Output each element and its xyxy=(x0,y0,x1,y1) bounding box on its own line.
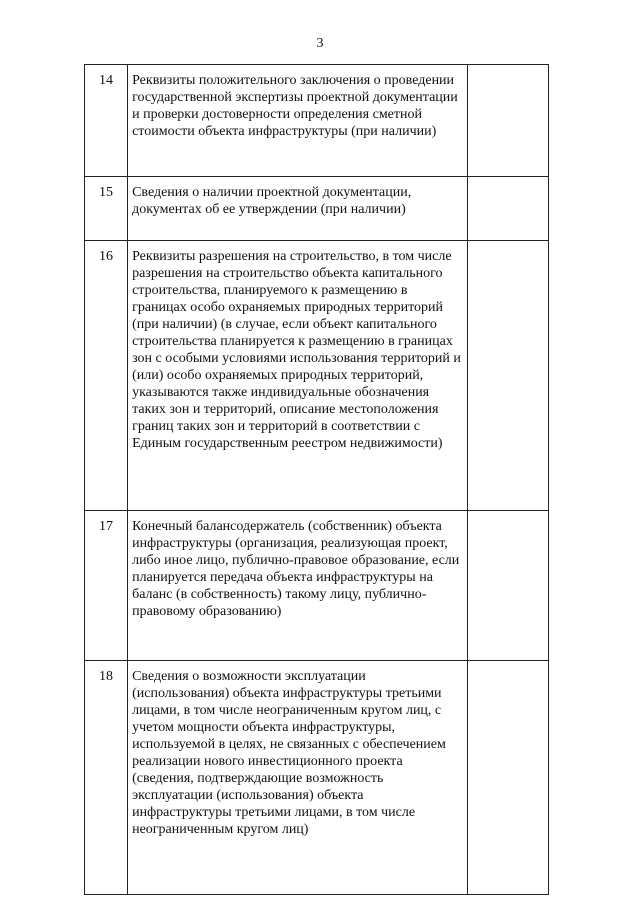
table-row xyxy=(85,241,549,511)
table-row xyxy=(85,661,549,895)
row-description: Конечный балансодержатель (собственник) объекта инфраструктуры (организация, реализующая проект, либо иное лицо, публично-правовое образование, если планируется передача объекта инфраструктуры на баланс (в собственность) такому лицу, публично-правовому образованию) xyxy=(128,511,468,661)
table-row xyxy=(85,177,549,241)
row-number: 18 xyxy=(85,661,128,895)
table-row xyxy=(85,65,549,177)
row-number: 16 xyxy=(85,241,128,511)
row-value-cell xyxy=(467,177,548,241)
table-row xyxy=(85,511,549,661)
row-value-cell xyxy=(467,511,548,661)
row-description: Сведения о наличии проектной документации, документах об ее утверждении (при наличии) xyxy=(128,177,468,241)
row-value-cell xyxy=(467,661,548,895)
row-value-cell xyxy=(467,241,548,511)
row-number: 15 xyxy=(85,177,128,241)
row-value-cell xyxy=(467,65,548,177)
requirements-table xyxy=(84,64,549,895)
row-number: 17 xyxy=(85,511,128,661)
row-description: Реквизиты разрешения на строительство, в том числе разрешения на строительство объекта капитального строительства, планируемого к размещению в границах особо охраняемых природных территорий (при наличии) (в случае, если объект капитального строительства планируется к размещению в границах зон с особыми условиями использования территорий и (или) особо охраняемых природных территорий, указываются также индивидуальные обозначения таких зон и территорий, описание местоположения границ таких зон и территорий в соответствии с Единым государственным реестром недвижимости) xyxy=(128,241,468,511)
page-number: 3 xyxy=(316,36,324,51)
row-description: Сведения о возможности эксплуатации (использования) объекта инфраструктуры третьими лицами, в том числе неограниченным кругом лиц, с учетом мощности объекта инфраструктуры, используемой в целях, не связанных с обеспечением реализации нового инвестиционного проекта (сведения, подтверждающие возможность эксплуатации (использования) объекта инфраструктуры третьими лицами, в том числе неограниченным кругом лиц) xyxy=(128,661,468,895)
row-number: 14 xyxy=(85,65,128,177)
row-description: Реквизиты положительного заключения о проведении государственной экспертизы проектной документации и проверки достоверности определения сметной стоимости объекта инфраструктуры (при наличии) xyxy=(128,65,468,177)
